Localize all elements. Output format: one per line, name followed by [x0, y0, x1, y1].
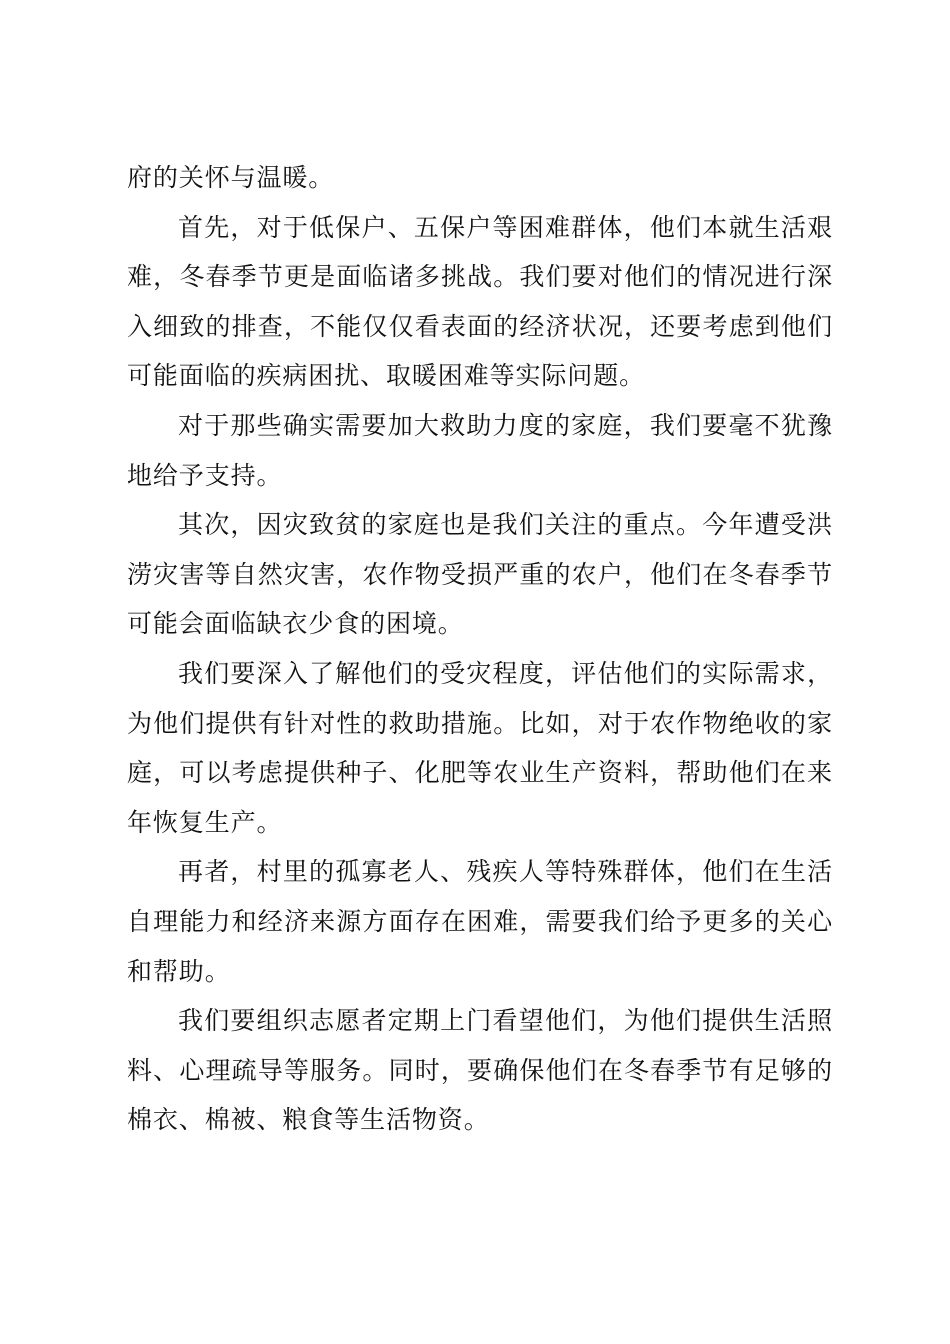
paragraph-5: 我们要深入了解他们的受灾程度，评估他们的实际需求，为他们提供有针对性的救助措施。比如，对于农作物绝收的家庭，可以考虑提供种子、化肥等农业生产资料，帮助他们在来年恢复生产。: [127, 658, 833, 837]
paragraph-6: 再者，村里的孤寡老人、残疾人等特殊群体，他们在生活自理能力和经济来源方面存在困难，需要我们给予更多的关心和帮助。: [127, 857, 833, 986]
paragraph-2: 首先，对于低保户、五保户等困难群体，他们本就生活艰难，冬春季节更是面临诸多挑战。我们要对他们的情况进行深入细致的排查，不能仅仅看表面的经济状况，还要考虑到他们可能面临的疾病困扰、取暖困难等实际问题。: [127, 212, 833, 391]
paragraph-7: 我们要组织志愿者定期上门看望他们，为他们提供生活照料、心理疏导等服务。同时，要确保他们在冬春季节有足够的棉衣、棉被、粮食等生活物资。: [127, 1006, 833, 1135]
paragraph-3: 对于那些确实需要加大救助力度的家庭，我们要毫不犹豫地给予支持。: [127, 410, 833, 490]
paragraph-1: 府的关怀与温暖。: [127, 163, 335, 192]
paragraph-4: 其次，因灾致贫的家庭也是我们关注的重点。今年遭受洪涝灾害等自然灾害，农作物受损严重的农户，他们在冬春季节可能会面临缺衣少食的困境。: [127, 510, 833, 639]
document-body: [127, 153, 833, 1145]
